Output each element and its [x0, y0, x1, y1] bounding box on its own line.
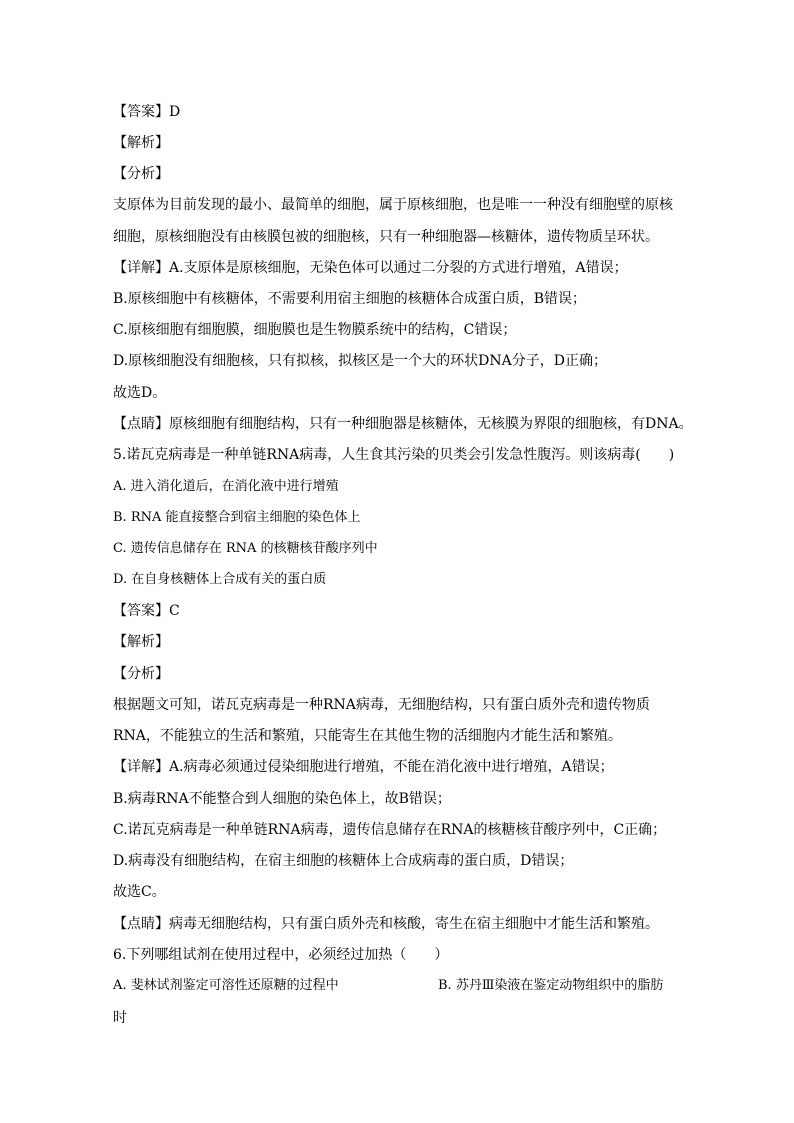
- q5-option-b: B. RNA 能直接整合到宿主细胞的染色体上: [113, 510, 361, 525]
- q6-option-a: A. 斐林试剂鉴定可溶性还原糖的过程中: [113, 978, 339, 993]
- q5-option-d: D. 在自身核糖体上合成有关的蛋白质: [113, 572, 327, 587]
- q4-dianjing: 【点睛】原核细胞有细胞结构，只有一种细胞器是核糖体，无核膜为界限的细胞核，有DNA。: [113, 416, 693, 432]
- q6-option-row: [113, 976, 688, 996]
- q4-detail-d: D.原核细胞没有细胞核，只有拟核，拟核区是一个大的环状DNA分子，D正确；: [113, 353, 607, 369]
- q4-detail-c: C.原核细胞有细胞膜，细胞膜也是生物膜系统中的结构，C错误；: [113, 322, 517, 338]
- q4-jiexi-heading: 【解析】: [113, 135, 169, 151]
- q5-detail-b: B.病毒RNA不能整合到人细胞的染色体上，故B错误；: [113, 791, 451, 807]
- q5-jiexi-heading: 【解析】: [113, 634, 169, 650]
- q6-option-b-continued: 时: [113, 1010, 127, 1026]
- q4-conclusion: 故选D。: [113, 385, 167, 401]
- q5-option-a: A. 进入消化道后，在消化液中进行增殖: [113, 479, 339, 494]
- q4-answer: 【答案】D: [113, 104, 181, 120]
- q5-stem: 5.诺瓦克病毒是一种单链RNA病毒，人生食其污染的贝类会引发急性腹泻。则该病毒( ): [113, 447, 675, 463]
- q5-fenxi-heading: 【分析】: [113, 666, 169, 682]
- q6-stem: 6.下列哪组试剂在使用过程中，必须经过加热（ ）: [113, 947, 449, 963]
- q4-fenxi-heading: 【分析】: [113, 166, 169, 182]
- q5-detail-d: D.病毒没有细胞结构，在宿主细胞的核糖体上合成病毒的蛋白质，D错误；: [113, 853, 574, 869]
- q5-fenxi-text-1: 根据题文可知，诺瓦克病毒是一种RNA病毒，无细胞结构，只有蛋白质外壳和遗传物质: [113, 697, 650, 713]
- q4-detail-a: 【详解】A.支原体是原核细胞，无染色体可以通过二分裂的方式进行增殖，A错误；: [113, 260, 628, 276]
- q4-detail-b: B.原核细胞中有核糖体，不需要利用宿主细胞的核糖体合成蛋白质，B错误；: [113, 291, 587, 307]
- q5-option-c: C. 遗传信息储存在 RNA 的核糖核苷酸序列中: [113, 541, 378, 556]
- q5-detail-a: 【详解】A.病毒必须通过侵染细胞进行增殖，不能在消化液中进行增殖，A错误；: [113, 759, 614, 775]
- q4-fenxi-text-2: 细胞，原核细胞没有由核膜包被的细胞核，只有一种细胞器—核糖体，遗传物质呈环状。: [113, 229, 659, 245]
- q5-dianjing: 【点睛】病毒无细胞结构，只有蛋白质外壳和核酸，寄生在宿主细胞中才能生活和繁殖。: [113, 916, 659, 932]
- q4-fenxi-text-1: 支原体为目前发现的最小、最简单的细胞，属于原核细胞，也是唯一一种没有细胞壁的原核: [113, 197, 673, 213]
- q5-fenxi-text-2: RNA，不能独立的生活和繁殖，只能寄生在其他生物的活细胞内才能生活和繁殖。: [113, 728, 622, 744]
- q5-conclusion: 故选C。: [113, 884, 166, 900]
- q5-answer: 【答案】C: [113, 603, 180, 619]
- q5-detail-c: C.诺瓦克病毒是一种单链RNA病毒，遗传信息储存在RNA的核糖核苷酸序列中，C正确；: [113, 822, 667, 838]
- q6-option-b: B. 苏丹Ⅲ染液在鉴定动物组织中的脂肪: [438, 978, 664, 993]
